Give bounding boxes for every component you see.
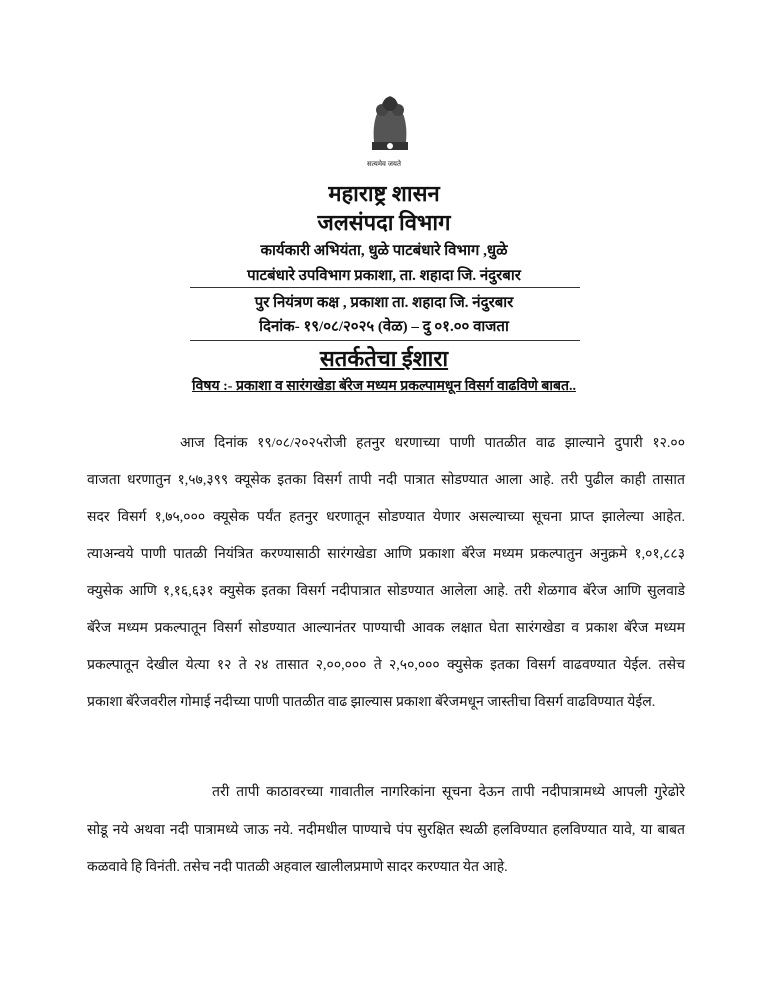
control-room: पुर नियंत्रण कक्ष , प्रकाशा ता. शहादा जि. नंदुरबार [254,295,514,311]
sub-office-name: पाटबंधारे उपविभाग प्रकाशा, ता. शहादा जि. नंदुरबार [247,268,521,284]
paragraph-line: क्युसेक आणि १,१६,६३१ क्युसेक इतका विसर्ग नदीपात्रात सोडण्यात आलेला आहे. तरी शेळगाव बॅरेज आणि सुलवाडे [87,584,685,599]
paragraph-line: कळवावे हि विनंती. तसेच नदी पातळी अहवाल खालीलप्रमाणे सादर करण्यात येत आहे. [87,860,508,875]
paragraph-line: तरी तापी काठावरच्या गावातील नागरिकांना सूचना देऊन तापी नदीपात्रामध्ये आपली गुरेढोरे [212,785,685,800]
divider [190,340,580,341]
divider [190,287,580,288]
office-name: कार्यकारी अभियंता, धुळे पाटबंधारे विभाग ,धुळे [260,243,508,259]
paragraph-line: बॅरेज मध्यम प्रकल्पातून विसर्ग सोडण्यात आल्यानंतर पाण्याची आवक लक्षात घेता सारंगखेडा व प्रकाश बॅरेज मध्यम [87,621,685,636]
emblem-motto: सत्यमेव जयते [367,160,401,168]
date-line: दिनांक- १९/०८/२०२५ (वेळ) – दु ०१.०० वाजता [259,319,509,335]
paragraph-line: प्रकल्पातून देखील येत्या १२ ते २४ तासात २,००,००० ते २,५०,००० क्युसेक इतका विसर्ग वाढवण्यात येईल. तसेच [87,658,685,673]
paragraph-line: सदर विसर्ग १,७५,००० क्यूसेक पर्यंत हतनुर धरणातून सोडण्यात येणार असल्याच्या सूचना प्राप्त झालेल्या आहेत. [87,510,685,525]
subject-line: विषय :- प्रकाशा व सारंगखेडा बॅरेज मध्यम प्रकल्पामधून विसर्ग वाढविणे बाबत.. [192,379,576,394]
paragraph-line: वाजता धरणातुन १,५७,३९९ क्यूसेक इतका विसर्ग तापी नदी पात्रात सोडण्यात आला आहे. तरी पुढील काही तासात [87,473,685,488]
paragraph-line: त्याअन्वये पाणी पातळी नियंत्रित करण्यासाठी सारंगखेडा आणि प्रकाशा बॅरेज मध्यम प्रकल्पातुन अनुक्रमे १,०१,८८३ [87,547,685,562]
paragraph-line: सोडू नये अथवा नदी पात्रामध्ये जाऊ नये. नदीमधील पाण्याचे पंप सुरक्षित स्थळी हलविण्यात हलविण्यात यावे, या बाबत [87,823,685,838]
department-name: जलसंपदा विभाग [317,210,451,235]
paragraph-line: आज दिनांक १९/०८/२०२५रोजी हतनुर धरणाच्या पाणी पातळीत वाढ झाल्याने दुपारी १२.०० [180,436,685,451]
document-title: सतर्कतेचा ईशारा [319,346,449,371]
national-emblem-icon [360,90,420,170]
paragraph-line: प्रकाशा बॅरेजवरील गोमाई नदीच्या पाणी पातळीत वाढ झाल्यास प्रकाशा बॅरेजमधून जास्तीचा विसर्ग वाढविण्यात येईल. [87,695,656,710]
government-name: महाराष्ट्र शासन [328,181,440,206]
